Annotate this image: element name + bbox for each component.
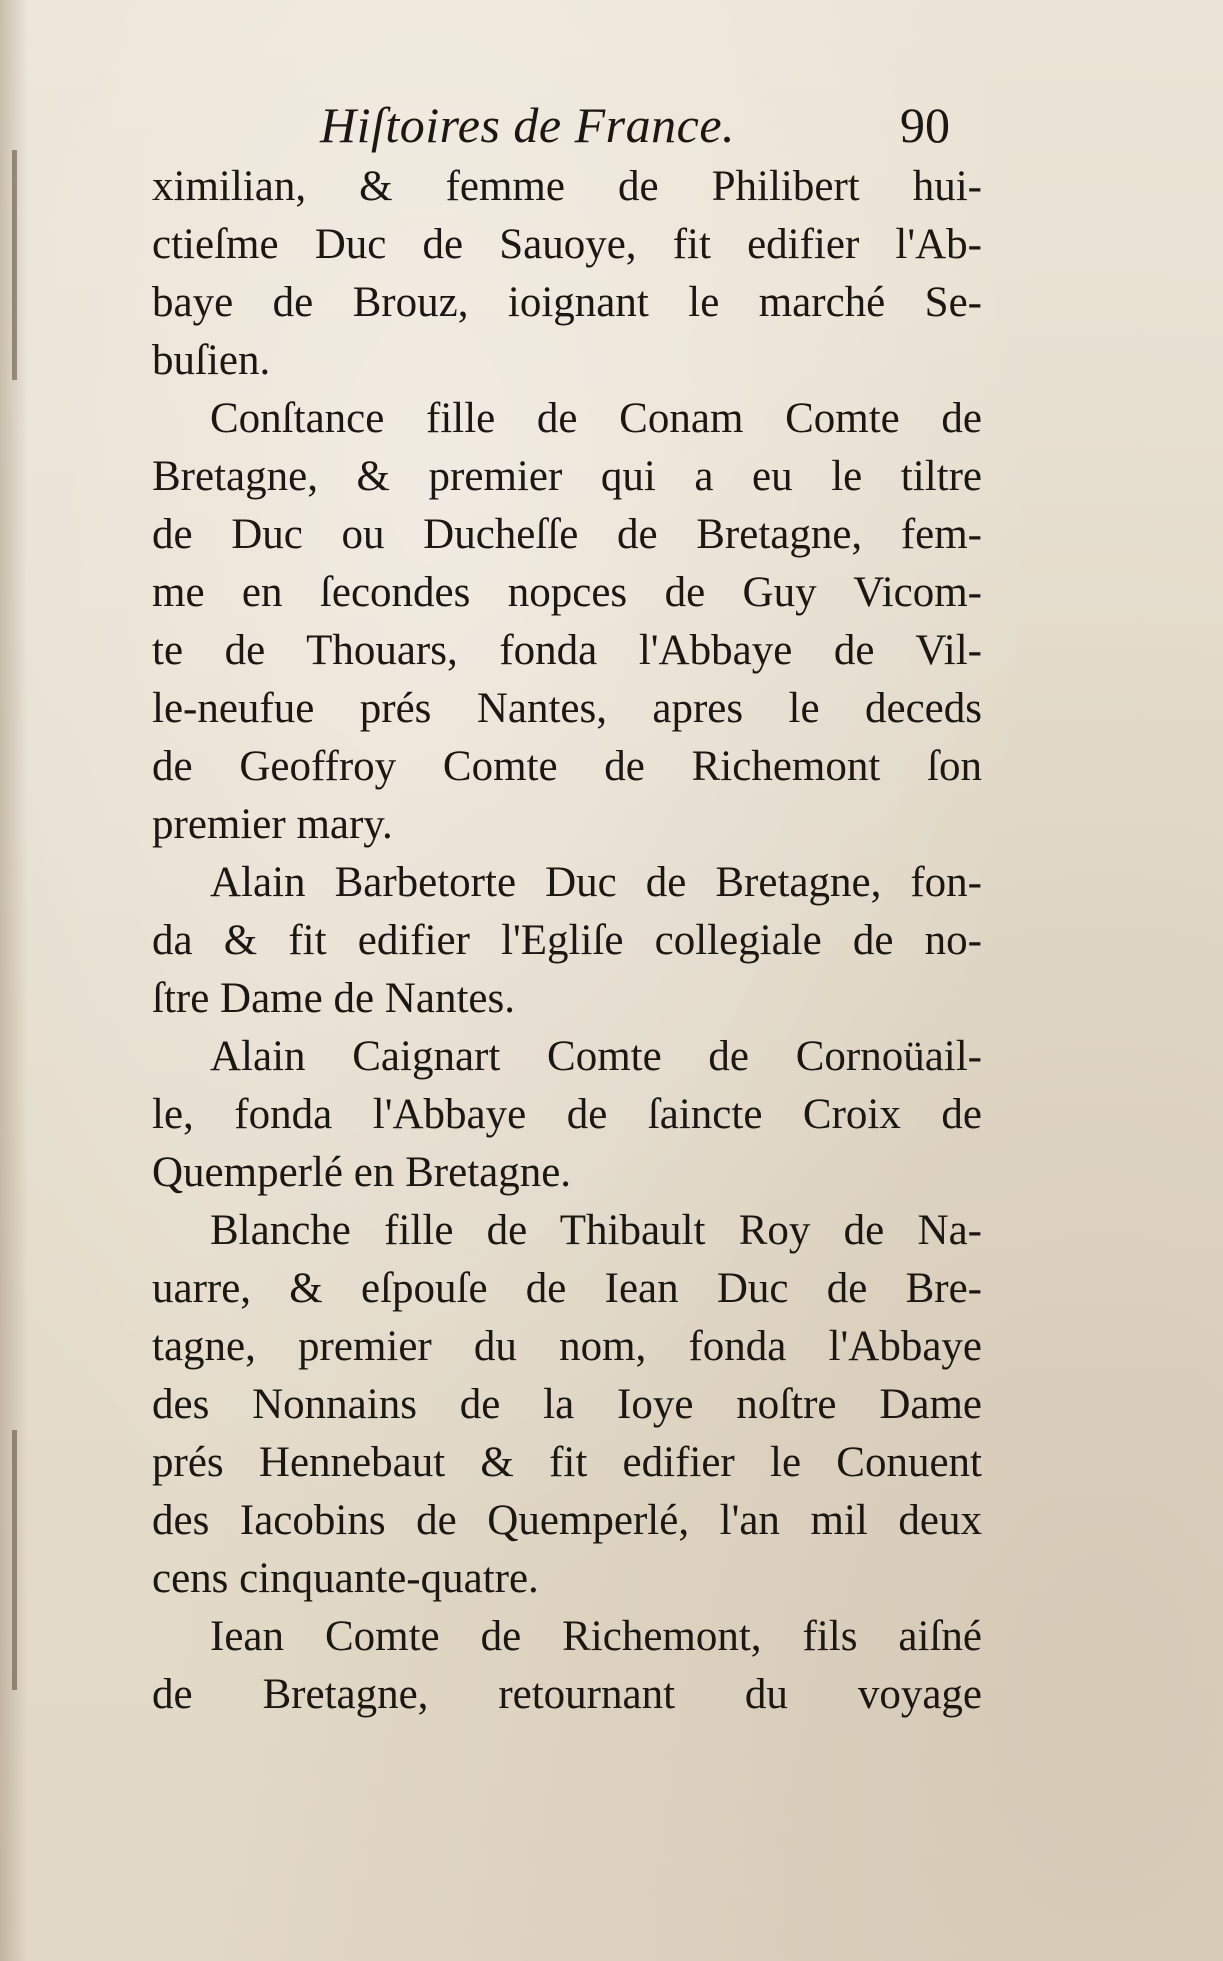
text-line: des Iacobins de Quemperlé, l'an mil deux bbox=[152, 1497, 982, 1544]
body-text bbox=[152, 158, 982, 1724]
text-line: de Duc ou Ducheſſe de Bretagne, fem- bbox=[152, 511, 982, 558]
text-line: uarre, & eſpouſe de Iean Duc de Bre- bbox=[152, 1265, 982, 1312]
text-line: Iean Comte de Richemont, fils aiſné bbox=[210, 1613, 982, 1660]
text-line: Conſtance fille de Conam Comte de bbox=[210, 395, 982, 442]
text-line: baye de Brouz, ioignant le marché Se- bbox=[152, 279, 982, 326]
text-line: tagne, premier du nom, fonda l'Abbaye bbox=[152, 1323, 982, 1370]
page-header bbox=[0, 95, 1223, 155]
text-line: cens cinquante-quatre. bbox=[152, 1555, 539, 1602]
binding-edge-mark bbox=[12, 1430, 17, 1690]
text-line: Alain Barbetorte Duc de Bretagne, fon- bbox=[210, 859, 982, 906]
text-line: Blanche fille de Thibault Roy de Na- bbox=[210, 1207, 982, 1254]
text-line: des Nonnains de la Ioye noſtre Dame bbox=[152, 1381, 982, 1428]
page-number: 90 bbox=[900, 97, 950, 153]
text-line: ſtre Dame de Nantes. bbox=[152, 975, 515, 1022]
text-line: ctieſme Duc de Sauoye, fit edifier l'Ab- bbox=[152, 221, 982, 268]
text-line: Quemperlé en Bretagne. bbox=[152, 1149, 572, 1196]
running-head: Hiſtoires de France. bbox=[320, 97, 736, 153]
text-line: te de Thouars, fonda l'Abbaye de Vil- bbox=[152, 627, 982, 674]
text-line: buſien. bbox=[152, 337, 271, 384]
text-line: de Bretagne, retournant du voyage bbox=[152, 1671, 982, 1718]
text-line: Bretagne, & premier qui a eu le tiltre bbox=[152, 453, 982, 500]
text-line: ximilian, & femme de Philibert hui- bbox=[152, 163, 982, 210]
text-line: me en ſecondes nopces de Guy Vicom- bbox=[152, 569, 982, 616]
text-line: da & fit edifier l'Egliſe collegiale de no- bbox=[152, 917, 982, 964]
text-line: le, fonda l'Abbaye de ſaincte Croix de bbox=[152, 1091, 982, 1138]
text-line: le-neufue prés Nantes, apres le deceds bbox=[152, 685, 982, 732]
text-line: de Geoffroy Comte de Richemont ſon bbox=[152, 743, 982, 790]
text-line: prés Hennebaut & fit edifier le Conuent bbox=[152, 1439, 982, 1486]
text-line: premier mary. bbox=[152, 801, 393, 848]
binding-edge-mark bbox=[12, 150, 17, 380]
text-line: Alain Caignart Comte de Cornoüail- bbox=[210, 1033, 982, 1080]
